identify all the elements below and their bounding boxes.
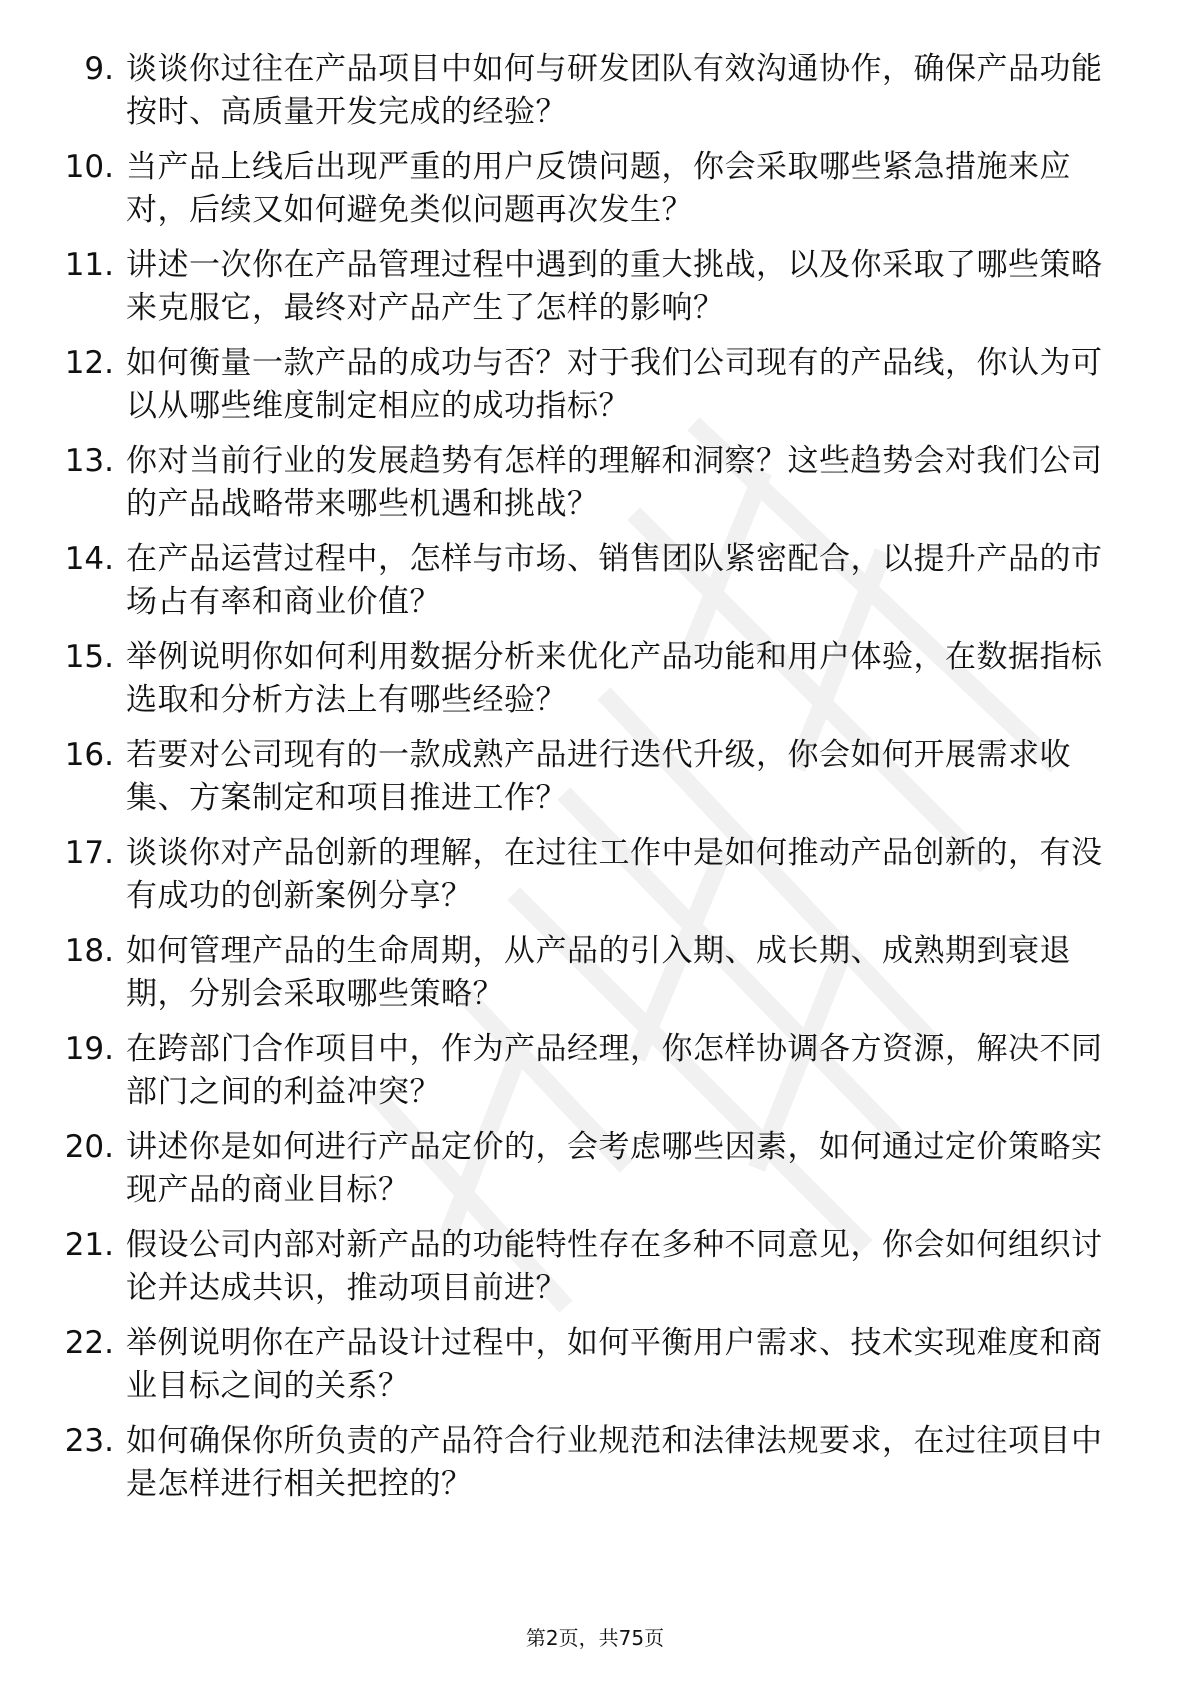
question-number: 15. bbox=[64, 639, 114, 675]
question-text: 如何衡量一款产品的成功与否？对于我们公司现有的产品线，你认为可以从哪些维度制定相应的成功指标？ bbox=[126, 345, 1103, 424]
question-text: 举例说明你在产品设计过程中，如何平衡用户需求、技术实现难度和商业目标之间的关系？ bbox=[126, 1325, 1103, 1404]
question-text: 讲述你是如何进行产品定价的，会考虑哪些因素，如何通过定价策略实现产品的商业目标？ bbox=[126, 1129, 1103, 1208]
question-item bbox=[52, 1126, 1112, 1212]
question-text: 当产品上线后出现严重的用户反馈问题，你会采取哪些紧急措施来应对，后续又如何避免类似问题再次发生？ bbox=[126, 149, 1071, 228]
question-number: 11. bbox=[64, 247, 114, 283]
question-item bbox=[52, 244, 1112, 330]
question-number: 18. bbox=[64, 933, 114, 969]
question-text: 讲述一次你在产品管理过程中遇到的重大挑战，以及你采取了哪些策略来克服它，最终对产品产生了怎样的影响？ bbox=[126, 247, 1103, 326]
question-text: 如何管理产品的生命周期，从产品的引入期、成长期、成熟期到衰退期，分别会采取哪些策略？ bbox=[126, 933, 1071, 1012]
question-item bbox=[52, 1420, 1112, 1506]
question-number: 14. bbox=[64, 541, 114, 577]
question-text: 在产品运营过程中，怎样与市场、销售团队紧密配合，以提升产品的市场占有率和商业价值？ bbox=[126, 541, 1103, 620]
question-item bbox=[52, 1224, 1112, 1310]
question-number: 10. bbox=[64, 149, 114, 185]
question-item bbox=[52, 440, 1112, 526]
question-number: 20. bbox=[64, 1129, 114, 1165]
question-number: 17. bbox=[64, 835, 114, 871]
page-number-footer: 第2页，共75页 bbox=[525, 1626, 665, 1650]
question-text: 你对当前行业的发展趋势有怎样的理解和洞察？这些趋势会对我们公司的产品战略带来哪些机遇和挑战？ bbox=[126, 443, 1103, 522]
question-list bbox=[52, 48, 1112, 1518]
question-number: 21. bbox=[64, 1227, 114, 1263]
question-number: 23. bbox=[64, 1423, 114, 1459]
question-item bbox=[52, 48, 1112, 134]
question-text: 举例说明你如何利用数据分析来优化产品功能和用户体验，在数据指标选取和分析方法上有哪些经验？ bbox=[126, 639, 1103, 718]
question-item bbox=[52, 930, 1112, 1016]
question-text: 假设公司内部对新产品的功能特性存在多种不同意见，你会如何组织讨论并达成共识，推动项目前进？ bbox=[126, 1227, 1103, 1306]
question-item bbox=[52, 1322, 1112, 1408]
question-text: 在跨部门合作项目中，作为产品经理，你怎样协调各方资源，解决不同部门之间的利益冲突？ bbox=[126, 1031, 1103, 1110]
question-number: 16. bbox=[64, 737, 114, 773]
question-item bbox=[52, 342, 1112, 428]
question-item bbox=[52, 734, 1112, 820]
question-number: 9. bbox=[84, 51, 114, 87]
question-number: 13. bbox=[64, 443, 114, 479]
question-item bbox=[52, 146, 1112, 232]
question-number: 12. bbox=[64, 345, 114, 381]
question-number: 19. bbox=[64, 1031, 114, 1067]
question-text: 谈谈你过往在产品项目中如何与研发团队有效沟通协作，确保产品功能按时、高质量开发完成的经验？ bbox=[126, 51, 1103, 130]
question-item bbox=[52, 1028, 1112, 1114]
question-text: 如何确保你所负责的产品符合行业规范和法律法规要求，在过往项目中是怎样进行相关把控的？ bbox=[126, 1423, 1103, 1502]
question-text: 谈谈你对产品创新的理解，在过往工作中是如何推动产品创新的，有没有成功的创新案例分享？ bbox=[126, 835, 1103, 914]
question-item bbox=[52, 636, 1112, 722]
question-item bbox=[52, 538, 1112, 624]
question-item bbox=[52, 832, 1112, 918]
question-text: 若要对公司现有的一款成熟产品进行迭代升级，你会如何开展需求收集、方案制定和项目推进工作？ bbox=[126, 737, 1071, 816]
question-number: 22. bbox=[64, 1325, 114, 1361]
